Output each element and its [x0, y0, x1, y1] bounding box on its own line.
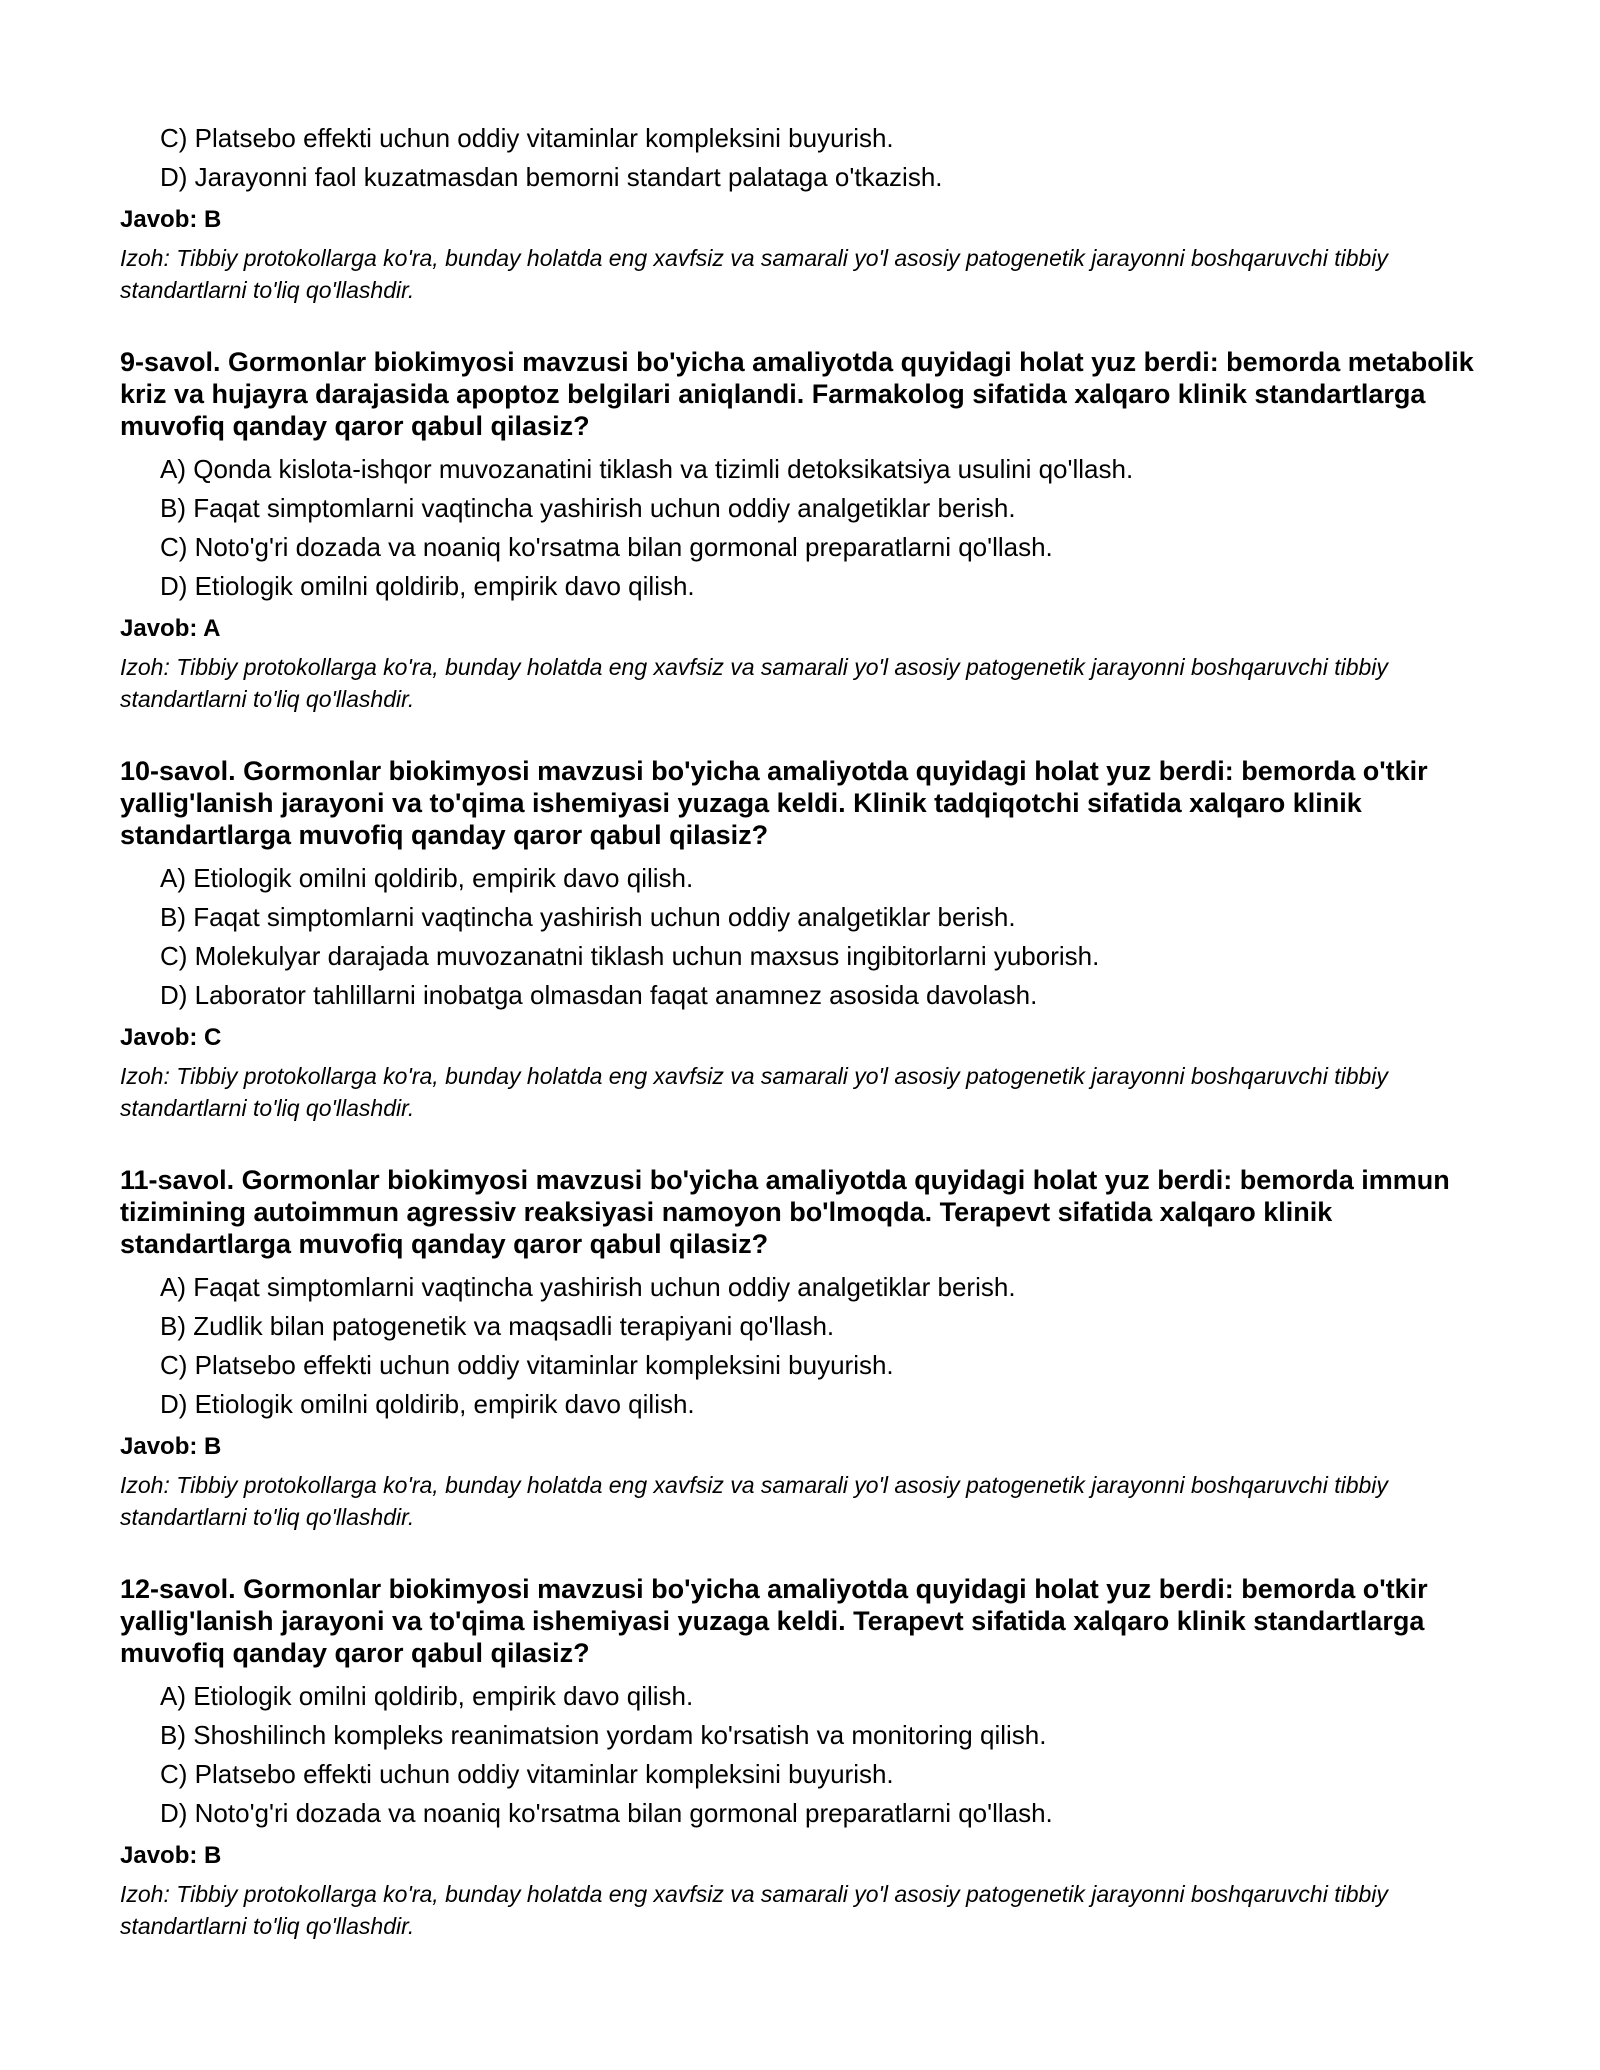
question-text: 10-savol. Gormonlar biokimyosi mavzusi bo'yicha amaliyotda quyidagi holat yuz berdi: bemorda o'tkir yallig'lanish jarayoni va to'qima ishemiyasi yuzaga keldi. Klinik tadqiqotchi sifatida xalqaro klinik standartlarga muvofiq qanday qaror qabul qilasiz?	[120, 756, 1428, 850]
explanation-note: Izoh: Tibbiy protokollarga ko'ra, bunday holatda eng xavfsiz va samarali yo'l asosiy patogenetik jarayonni boshqaruvchi tibbiy standartlarni to'liq qo'llashdir.	[120, 1881, 1388, 1939]
option-d: D) Etiologik omilni qoldirib, empirik davo qilish.	[160, 571, 695, 601]
answer-label: Javob: C	[120, 1024, 222, 1051]
explanation-note: Izoh: Tibbiy protokollarga ko'ra, bunday holatda eng xavfsiz va samarali yo'l asosiy patogenetik jarayonni boshqaruvchi tibbiy standartlarni to'liq qo'llashdir.	[120, 1063, 1388, 1121]
option-b: B) Faqat simptomlarni vaqtincha yashirish uchun oddiy analgetiklar berish.	[160, 493, 1016, 523]
option-a: A) Qonda kislota-ishqor muvozanatini tiklash va tizimli detoksikatsiya usulini qo'llash.	[160, 454, 1134, 484]
question-text: 9-savol. Gormonlar biokimyosi mavzusi bo'yicha amaliyotda quyidagi holat yuz berdi: bemorda metabolik kriz va hujayra darajasida apoptoz belgilari aniqlandi. Farmakolog sifatida xalqaro klinik standartlarga muvofiq qanday qaror qabul qilasiz?	[120, 347, 1474, 441]
explanation-note: Izoh: Tibbiy protokollarga ko'ra, bunday holatda eng xavfsiz va samarali yo'l asosiy patogenetik jarayonni boshqaruvchi tibbiy standartlarni to'liq qo'llashdir.	[120, 654, 1388, 712]
option-b: B) Faqat simptomlarni vaqtincha yashirish uchun oddiy analgetiklar berish.	[160, 902, 1016, 932]
option-d: D) Jarayonni faol kuzatmasdan bemorni standart palataga o'tkazish.	[160, 162, 943, 192]
option-c: C) Molekulyar darajada muvozanatni tiklash uchun maxsus ingibitorlarni yuborish.	[160, 941, 1100, 971]
option-d: D) Noto'g'ri dozada va noaniq ko'rsatma bilan gormonal preparatlarni qo'llash.	[160, 1798, 1053, 1828]
option-c: C) Noto'g'ri dozada va noaniq ko'rsatma bilan gormonal preparatlarni qo'llash.	[160, 532, 1053, 562]
answer-label: Javob: B	[120, 206, 222, 233]
answer-label: Javob: B	[120, 1842, 222, 1869]
option-c: C) Platsebo effekti uchun oddiy vitaminlar kompleksini buyurish.	[160, 123, 894, 153]
answer-label: Javob: B	[120, 1433, 222, 1460]
option-b: B) Zudlik bilan patogenetik va maqsadli terapiyani qo'llash.	[160, 1311, 835, 1341]
option-d: D) Etiologik omilni qoldirib, empirik davo qilish.	[160, 1389, 695, 1419]
option-c: C) Platsebo effekti uchun oddiy vitaminlar kompleksini buyurish.	[160, 1350, 894, 1380]
question-text: 12-savol. Gormonlar biokimyosi mavzusi bo'yicha amaliyotda quyidagi holat yuz berdi: bemorda o'tkir yallig'lanish jarayoni va to'qima ishemiyasi yuzaga keldi. Terapevt sifatida xalqaro klinik standartlarga muvofiq qanday qaror qabul qilasiz?	[120, 1574, 1428, 1668]
explanation-note: Izoh: Tibbiy protokollarga ko'ra, bunday holatda eng xavfsiz va samarali yo'l asosiy patogenetik jarayonni boshqaruvchi tibbiy standartlarni to'liq qo'llashdir.	[120, 1472, 1388, 1530]
explanation-note: Izoh: Tibbiy protokollarga ko'ra, bunday holatda eng xavfsiz va samarali yo'l asosiy patogenetik jarayonni boshqaruvchi tibbiy standartlarni to'liq qo'llashdir.	[120, 245, 1388, 303]
option-d: D) Laborator tahlillarni inobatga olmasdan faqat anamnez asosida davolash.	[160, 980, 1038, 1010]
option-a: A) Etiologik omilni qoldirib, empirik davo qilish.	[160, 863, 694, 893]
question-text: 11-savol. Gormonlar biokimyosi mavzusi bo'yicha amaliyotda quyidagi holat yuz berdi: bemorda immun tizimining autoimmun agressiv reaksiyasi namoyon bo'lmoqda. Terapevt sifatida xalqaro klinik standartlarga muvofiq qanday qaror qabul qilasiz?	[120, 1165, 1450, 1259]
option-c: C) Platsebo effekti uchun oddiy vitaminlar kompleksini buyurish.	[160, 1759, 894, 1789]
option-b: B) Shoshilinch kompleks reanimatsion yordam ko'rsatish va monitoring qilish.	[160, 1720, 1047, 1750]
option-a: A) Faqat simptomlarni vaqtincha yashirish uchun oddiy analgetiklar berish.	[160, 1272, 1016, 1302]
option-a: A) Etiologik omilni qoldirib, empirik davo qilish.	[160, 1681, 694, 1711]
answer-label: Javob: A	[120, 615, 221, 642]
